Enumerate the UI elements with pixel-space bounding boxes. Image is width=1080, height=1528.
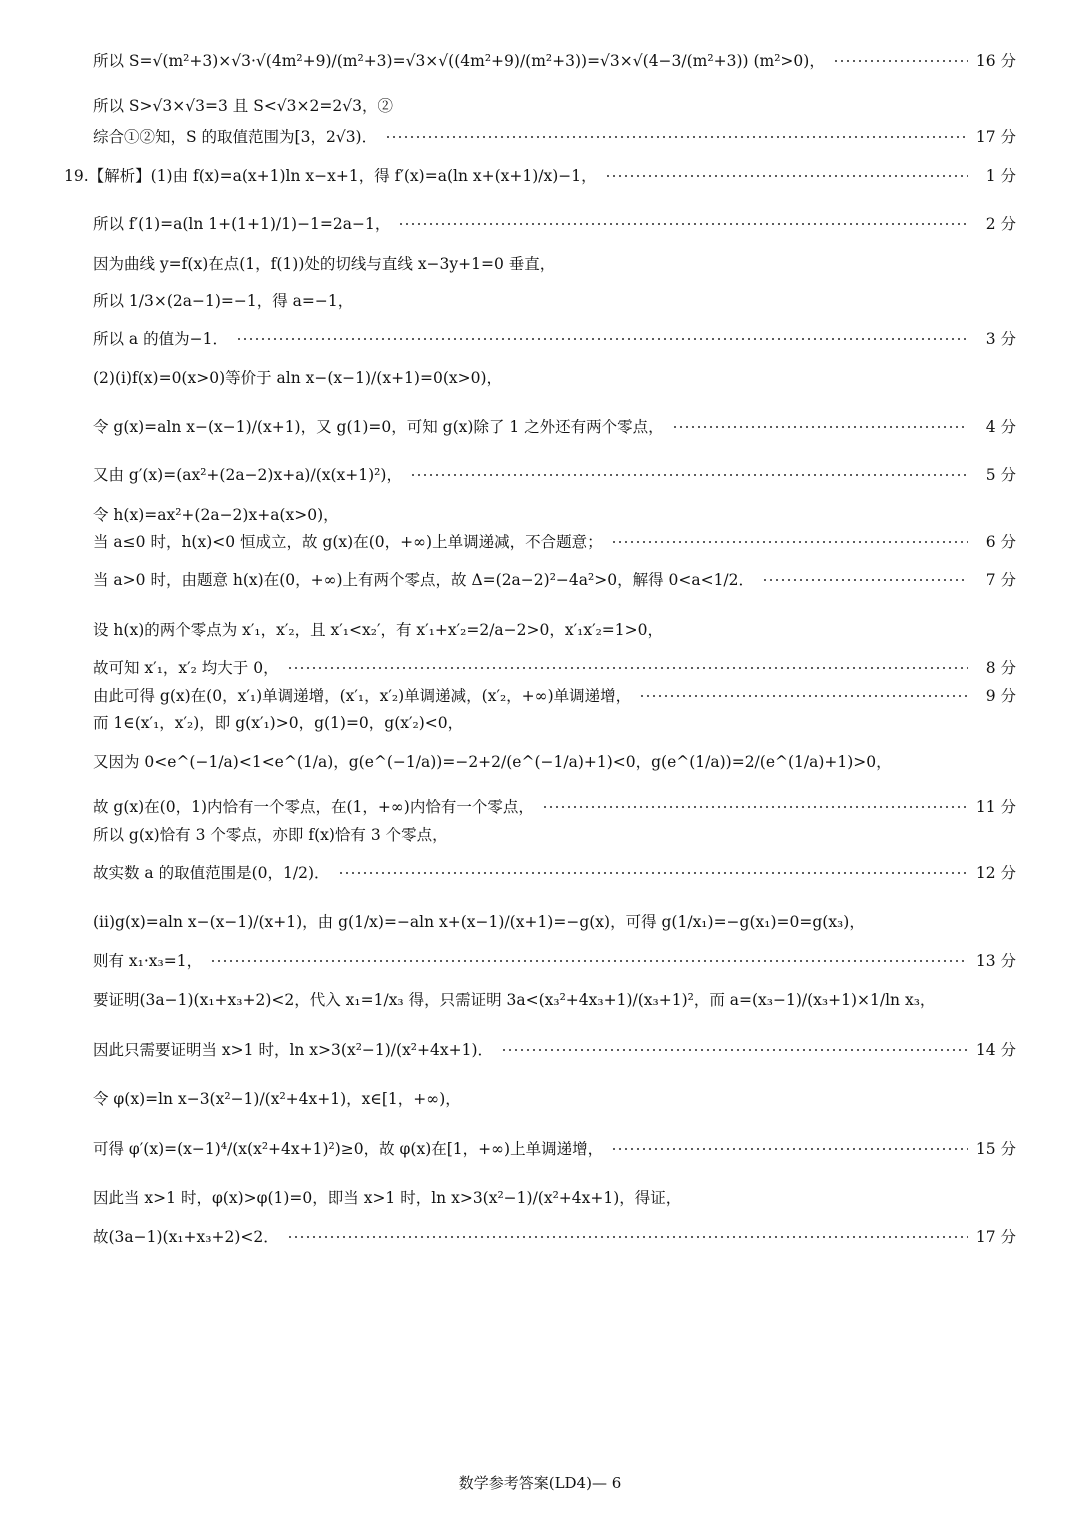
solution-line: 故实数 a 的取值范围是(0，1/2)． 12 分 [93, 864, 1016, 882]
solution-line: 由此可得 g(x)在(0，x′₁)单调递增，(x′₁，x′₂)单调递减，(x′₂，+∞)单调递增， 9 分 [93, 687, 1016, 705]
leader-dots [287, 667, 968, 669]
solution-line: 所以 1/3×(2a−1)=−1，得 a=−1， [93, 292, 354, 310]
leader-dots [210, 960, 968, 962]
leader-dots [611, 1148, 968, 1150]
solution-line: 当 a≤0 时，h(x)<0 恒成立，故 g(x)在(0，+∞)上单调递减，不合题意； 6 分 [93, 533, 1016, 551]
score-label: 2 分 [985, 215, 1016, 233]
solution-line: 要证明(3a−1)(x₁+x₃+2)<2，代入 x₁=1/x₃ 得，只需证明 3a<(x₃²+4x₃+1)/(x₃+1)²，而 a=(x₃−1)/(x₃+1)×1/ln x₃， [93, 991, 936, 1009]
leader-dots [611, 541, 968, 543]
leader-dots [542, 806, 968, 808]
leader-dots [236, 338, 968, 340]
leader-dots [672, 426, 968, 428]
score-label: 14 分 [975, 1041, 1016, 1059]
solution-line: 因此当 x>1 时，φ(x)>φ(1)=0，即当 x>1 时，ln x>3(x²−1)/(x²+4x+1)，得证， [93, 1189, 682, 1207]
score-label: 7 分 [985, 571, 1016, 589]
score-label: 17 分 [975, 1228, 1016, 1246]
score-label: 1 分 [985, 167, 1016, 185]
score-label: 3 分 [985, 330, 1016, 348]
score-label: 9 分 [985, 687, 1016, 705]
leader-dots [385, 136, 968, 138]
solution-line: 当 a>0 时，由题意 h(x)在(0，+∞)上有两个零点，故 Δ=(2a−2)²−4a²>0，解得 0<a<1/2． 7 分 [93, 571, 1016, 589]
score-label: 17 分 [975, 128, 1016, 146]
leader-dots [410, 474, 968, 476]
score-label: 15 分 [975, 1140, 1016, 1158]
leader-dots [501, 1049, 968, 1051]
score-label: 8 分 [985, 659, 1016, 677]
score-label: 13 分 [975, 952, 1016, 970]
solution-line: 设 h(x)的两个零点为 x′₁，x′₂，且 x′₁<x₂′，有 x′₁+x′₂=2/a−2>0，x′₁x′₂=1>0， [93, 621, 664, 639]
solution-line: 所以 f′(1)=a(ln 1+(1+1)/1)−1=2a−1， 2 分 [93, 215, 1016, 233]
solution-line: 可得 φ′(x)=(x−1)⁴/(x(x²+4x+1)²)≥0，故 φ(x)在[1，+∞)上单调递增， 15 分 [93, 1140, 1016, 1158]
question-19-header: 19.【解析】(1)由 f(x)=a(x+1)ln x−x+1，得 f′(x)=a(ln x+(x+1)/x)−1， 1 分 [64, 167, 1016, 185]
solution-line: 因此只需要证明当 x>1 时，ln x>3(x²−1)/(x²+4x+1)． 14 分 [93, 1041, 1016, 1059]
solution-line: 令 h(x)=ax²+(2a−2)x+a(x>0)， [93, 506, 339, 524]
solution-line: 故(3a−1)(x₁+x₃+2)<2． 17 分 [93, 1228, 1016, 1246]
solution-line: 又因为 0<e^(−1/a)<1<e^(1/a)，g(e^(−1/a))=−2+2/(e^(−1/a)+1)<0，g(e^(1/a))=2/(e^(1/a)+1)>0， [93, 753, 892, 771]
leader-dots [762, 579, 968, 581]
score-label: 4 分 [985, 418, 1016, 436]
score-label: 16 分 [975, 52, 1016, 70]
score-label: 11 分 [975, 798, 1016, 816]
solution-line: 而 1∈(x′₁，x′₂)，即 g(x′₁)>0，g(1)=0，g(x′₂)<0， [93, 714, 464, 732]
solution-line: 所以 a 的值为−1． 3 分 [93, 330, 1016, 348]
leader-dots [605, 175, 968, 177]
leader-dots [639, 695, 968, 697]
solution-line: 综合①②知，S 的取值范围为[3，2√3)． 17 分 [93, 128, 1016, 146]
solution-line: 所以 S>√3×√3=3 且 S<√3×2=2√3，② [93, 97, 393, 115]
solution-line: 因为曲线 y=f(x)在点(1，f(1))处的切线与直线 x−3y+1=0 垂直， [93, 255, 556, 273]
page-footer: 数学参考答案(LD4)— 6 [458, 1474, 622, 1492]
solution-line: (ⅱ)g(x)=aln x−(x−1)/(x+1)，由 g(1/x)=−aln x+(x−1)/(x+1)=−g(x)，可得 g(1/x₁)=−g(x₁)=0=g(x₃)， [93, 913, 865, 931]
solution-line: 故 g(x)在(0，1)内恰有一个零点，在(1，+∞)内恰有一个零点， 11 分 [93, 798, 1016, 816]
solution-line: (2)(ⅰ)f(x)=0(x>0)等价于 aln x−(x−1)/(x+1)=0(x>0)， [93, 369, 503, 387]
leader-dots [338, 872, 968, 874]
score-label: 12 分 [975, 864, 1016, 882]
solution-line: 故可知 x′₁，x′₂ 均大于 0， 8 分 [93, 659, 1016, 677]
solution-line: 所以 S=√(m²+3)×√3·√(4m²+9)/(m²+3)=√3×√((4m²+9)/(m²+3))=√3×√(4−3/(m²+3)) (m²>0)， 16 分 [93, 52, 1016, 70]
leader-dots [287, 1236, 968, 1238]
score-label: 6 分 [985, 533, 1016, 551]
solution-line: 又由 g′(x)=(ax²+(2a−2)x+a)/(x(x+1)²)， 5 分 [93, 466, 1016, 484]
score-label: 5 分 [985, 466, 1016, 484]
solution-line: 则有 x₁·x₃=1， 13 分 [93, 952, 1016, 970]
solution-line: 所以 g(x)恰有 3 个零点，亦即 f(x)恰有 3 个零点， [93, 826, 448, 844]
solution-line: 令 g(x)=aln x−(x−1)/(x+1)，又 g(1)=0，可知 g(x)除了 1 之外还有两个零点， 4 分 [93, 418, 1016, 436]
leader-dots [833, 60, 968, 62]
solution-line: 令 φ(x)=ln x−3(x²−1)/(x²+4x+1)，x∈[1，+∞)， [93, 1090, 461, 1108]
leader-dots [398, 223, 968, 225]
